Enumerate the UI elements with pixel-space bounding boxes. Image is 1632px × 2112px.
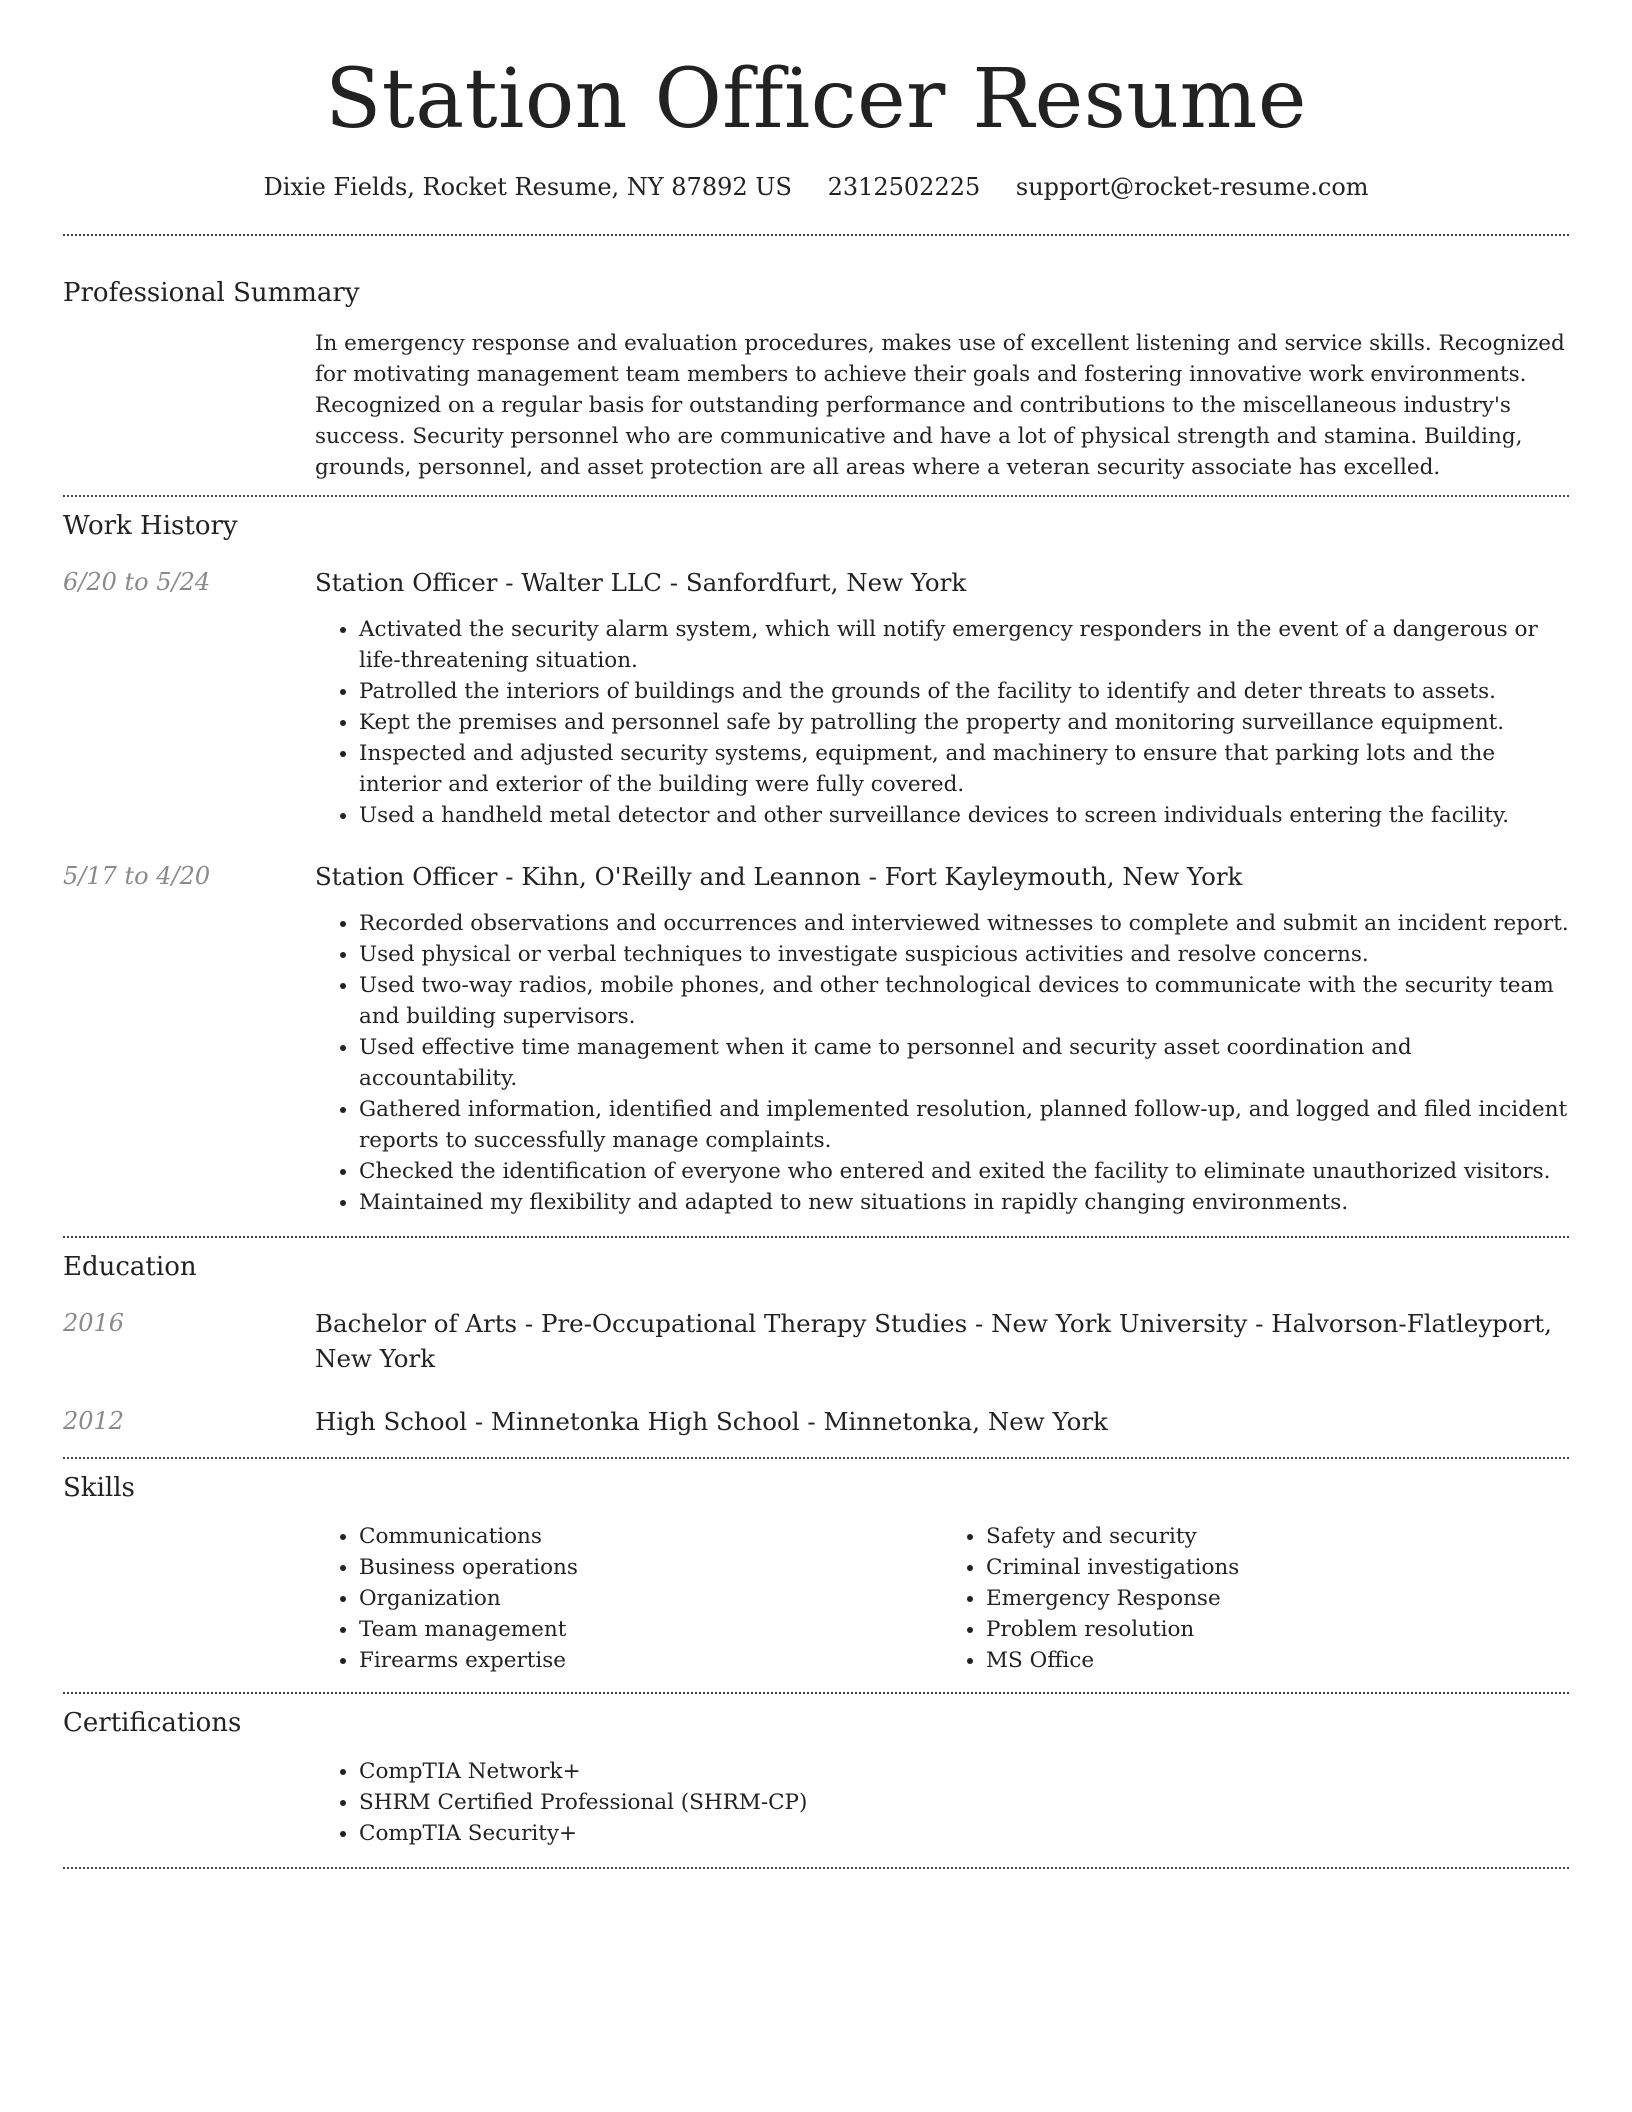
list-item: • Criminal investigations bbox=[986, 1552, 1569, 1583]
summary-text: In emergency response and evaluation procedures, makes use of excellent listening and service skills. Recognized for motivating management team members to achieve their goals and fostering innovative work environments. Recognized on a regular basis for outstanding performance and contributions to the miscellaneous industry's success. Security personnel who are communicative and have a lot of physical strength and stamina. Building, grounds, personnel, and asset protection are all areas where a veteran security associate has excelled. bbox=[315, 331, 1565, 480]
list-item: • CompTIA Network+ bbox=[359, 1756, 1569, 1787]
divider bbox=[63, 1457, 1569, 1459]
skills-list-right bbox=[942, 1521, 1569, 1676]
list-item: • Checked the identification of everyone who entered and exited the facility to eliminate unauthorized visitors. bbox=[359, 1156, 1569, 1187]
list-item: • Used physical or verbal techniques to investigate suspicious activities and resolve concerns. bbox=[359, 939, 1569, 970]
list-item: • Inspected and adjusted security systems, equipment, and machinery to ensure that parking lots and the interior and exterior of the building were fully covered. bbox=[359, 738, 1569, 800]
job-dates: 5/17 to 4/20 bbox=[63, 862, 211, 890]
section-heading-work: Work History bbox=[63, 511, 238, 541]
education-section bbox=[63, 1250, 1569, 1439]
page-title: Station Officer Resume bbox=[325, 52, 1307, 147]
section-heading-certifications: Certifications bbox=[63, 1708, 242, 1738]
education-degree: Bachelor of Arts - Pre-Occupational Therapy Studies bbox=[315, 1309, 968, 1338]
list-item: • Gathered information, identified and implemented resolution, planned follow-up, and logged and filed incident reports to successfully manage complaints. bbox=[359, 1094, 1569, 1156]
section-heading-education: Education bbox=[63, 1252, 197, 1282]
list-item: • Used a handheld metal detector and other surveillance devices to screen individuals entering the facility. bbox=[359, 800, 1569, 831]
job-dates: 6/20 to 5/24 bbox=[63, 568, 211, 596]
list-item: • Emergency Response bbox=[986, 1583, 1569, 1614]
education-year: 2012 bbox=[63, 1407, 125, 1435]
job-title: Station Officer - Walter LLC - Sanfordfurt, New York bbox=[315, 568, 967, 597]
job-title: Station Officer - Kihn, O'Reilly and Leannon - Fort Kayleymouth, New York bbox=[315, 862, 1243, 891]
contact-email: support@rocket-resume.com bbox=[1015, 173, 1369, 201]
contact-phone: 2312502225 bbox=[827, 173, 981, 201]
divider bbox=[63, 495, 1569, 497]
contact-line bbox=[63, 170, 1569, 204]
list-item: • Problem resolution bbox=[986, 1614, 1569, 1645]
list-item: • Activated the security alarm system, which will notify emergency responders in the event of a dangerous or life-threatening situation. bbox=[359, 614, 1569, 676]
certifications-section bbox=[63, 1706, 1569, 1849]
skills-list-left bbox=[315, 1521, 942, 1676]
job-bullets bbox=[315, 614, 1569, 831]
section-heading-summary: Professional Summary bbox=[63, 278, 360, 308]
list-item: • Maintained my flexibility and adapted to new situations in rapidly changing environments. bbox=[359, 1187, 1569, 1218]
education-degree: High School bbox=[315, 1407, 468, 1436]
divider bbox=[63, 234, 1569, 236]
education-entry bbox=[63, 1306, 1569, 1376]
education-school: - New York University - Halvorson-Flatleyport, New York bbox=[315, 1309, 1552, 1373]
list-item: • Business operations bbox=[359, 1552, 942, 1583]
list-item: • Team management bbox=[359, 1614, 942, 1645]
divider bbox=[63, 1692, 1569, 1694]
list-item: • MS Office bbox=[986, 1645, 1569, 1676]
summary-section bbox=[63, 276, 1569, 483]
list-item: • Communications bbox=[359, 1521, 942, 1552]
education-school: - Minnetonka High School - Minnetonka, New York bbox=[467, 1407, 1108, 1436]
job-entry bbox=[63, 565, 1569, 831]
list-item: • Patrolled the interiors of buildings and the grounds of the facility to identify and deter threats to assets. bbox=[359, 676, 1569, 707]
list-item: • CompTIA Security+ bbox=[359, 1818, 1569, 1849]
divider bbox=[63, 1867, 1569, 1869]
list-item: • Used two-way radios, mobile phones, and other technological devices to communicate with the security team and building supervisors. bbox=[359, 970, 1569, 1032]
divider bbox=[63, 1236, 1569, 1238]
job-entry bbox=[63, 859, 1569, 1218]
list-item: • Kept the premises and personnel safe by patrolling the property and monitoring surveillance equipment. bbox=[359, 707, 1569, 738]
contact-address: Dixie Fields, Rocket Resume, NY 87892 US bbox=[263, 173, 792, 201]
education-year: 2016 bbox=[63, 1309, 125, 1337]
work-section bbox=[63, 509, 1569, 1218]
list-item: • Used effective time management when it came to personnel and security asset coordination and accountability. bbox=[359, 1032, 1569, 1094]
list-item: • Safety and security bbox=[986, 1521, 1569, 1552]
section-heading-skills: Skills bbox=[63, 1473, 135, 1503]
list-item: • Firearms expertise bbox=[359, 1645, 942, 1676]
education-entry bbox=[63, 1404, 1569, 1439]
skills-section bbox=[63, 1471, 1569, 1676]
list-item: • Organization bbox=[359, 1583, 942, 1614]
list-item: • SHRM Certified Professional (SHRM-CP) bbox=[359, 1787, 1569, 1818]
job-bullets bbox=[315, 908, 1569, 1218]
list-item: • Recorded observations and occurrences and interviewed witnesses to complete and submit an incident report. bbox=[359, 908, 1569, 939]
certifications-list bbox=[315, 1756, 1569, 1849]
